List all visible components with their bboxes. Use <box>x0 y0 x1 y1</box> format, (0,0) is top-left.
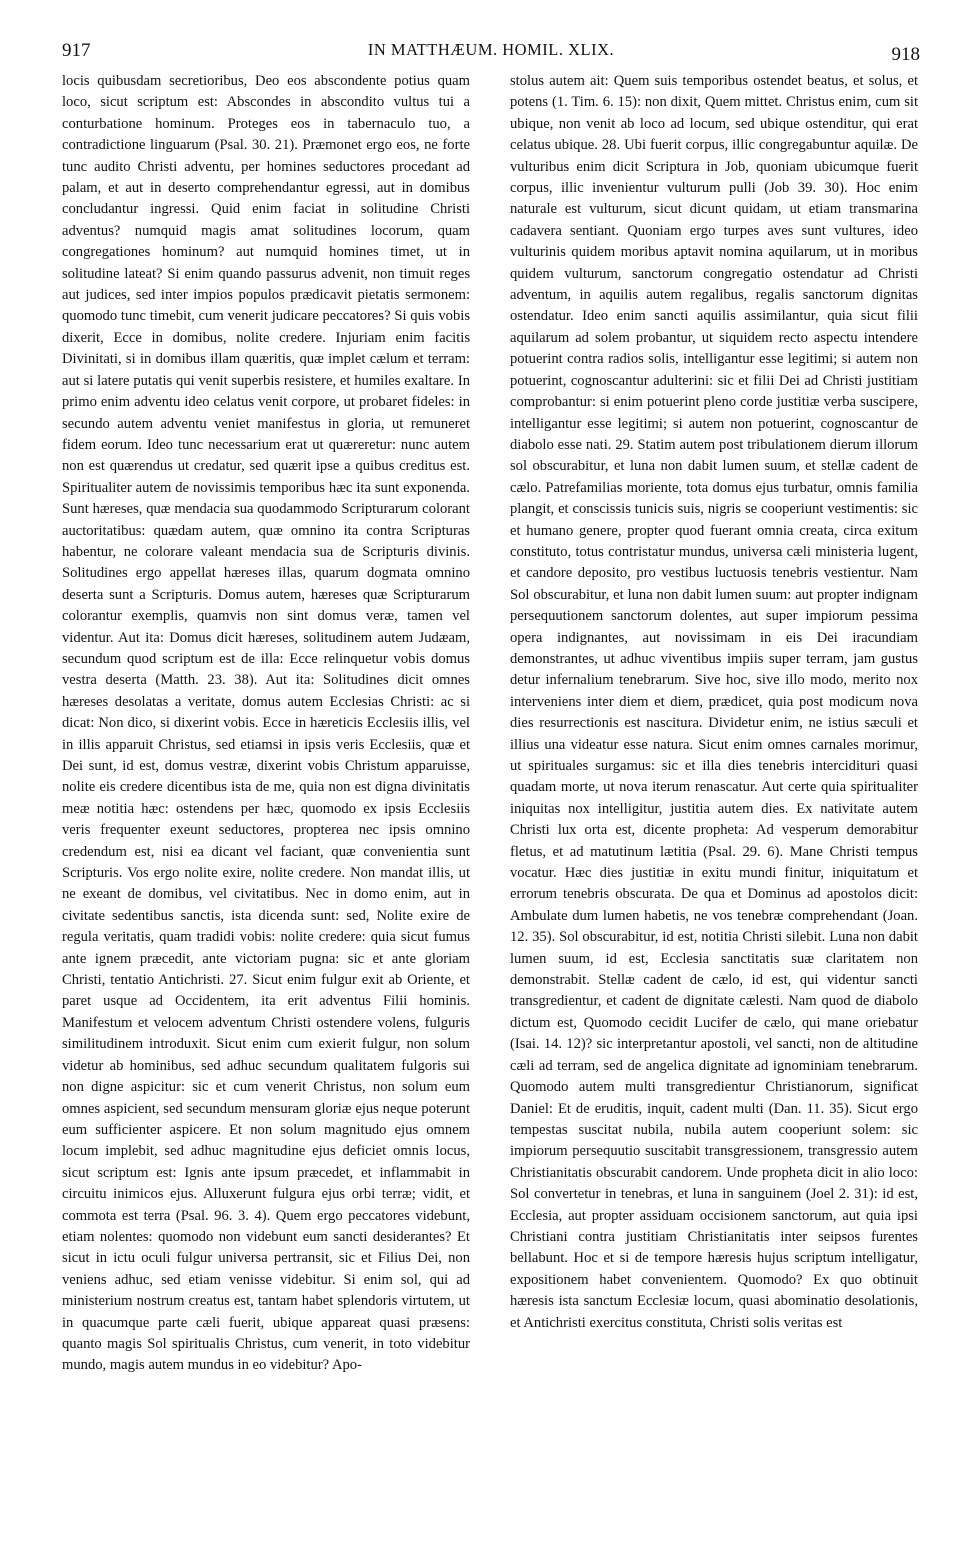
right-column <box>510 71 918 1511</box>
left-page-number: 917 <box>62 40 91 61</box>
left-column-text: locis quibusdam secretioribus, Deo eos abscondente potius quam loco, sicut scriptum est: Abscondes in abscondito vultus tui a conturbatione hominum. Proteges eos in tabernaculo tuo, a contradictione linguarum (Psal. 30. 21). Præmonet ergo eos, ne forte tunc audito Christi adventu, per homines seductores procedant ad palam, et aut in deserto comprehendantur egressi, aut in domibus concludantur ingressi. Quid enim faciat in solitudine Christi adventus? numquid magis amat solitudines locorum, quam congregationes hominum? aut numquid homines timet, ut in solitudine lateat? Si enim quando passurus advenit, non timuit reges aut judices, sed inter impios populos prædicavit pietatis sermonem: quomodo tunc timebit, cum venerit judicare peccatores? Si quis vobis dixerit, Ecce in domibus, nolite credere. Injuriam enim facitis Divinitati, si in domibus illam quæritis, quæ implet cælum et terram: aut si latere putatis qui venit superbis resistere, et humiles exaltare. In primo enim adventu ideo celatus venit corpore, ut probaret fideles: in secundo autem adventu veniet manifestus in gloria, ut remuneret fidem eorum. Ideo tunc necessarium erat ut quæreretur: nunc autem non est quærendus ut credatur, sed quærit ipse a quibus creditus est. Spiritualiter autem de novissimis temporibus hæc ita sunt exponenda. Sunt hæreses, quæ mendacia sua quodammodo Scripturarum colorant auctoritatibus: quædam autem, quæ omnino ita contra Scripturas habentur, ne colorare valeant mendacia sua de Scripturis divinis. Solitudines ergo appellat hæreses illas, quarum dogmata omnino deserta sunt a Scripturis. Domus autem, hæreses quæ Scripturarum colorantur exemplis, quamvis non sint domus veræ, tamen vel videntur. Aut ita: Domus dicit hæreses, solitudinem autem Judæam, secundum quod scriptum est de illa: Ecce relinquetur vobis domus vestra deserta (Matth. 23. 38). Aut ita: Solitudines dicit omnes hæreses desolatas a veritate, domus autem Ecclesias Christi: ac si dicat: Non dico, si dixerint vobis. Ecce in hæreticis Ecclesiis illis, vel in illis apparuit Christus, sed etiamsi in ipsis veris Ecclesiis, quæ et Dei sunt, id est, domus vestræ, dixerint vobis Christum apparuisse, nolite eis credere dicentibus ista de me, quia non est digna divinitatis meæ notitia hæc: ostendens per hæc, quomodo ex ipsis Ecclesiis veris frequenter exeunt seductores, propterea nec ipsis omnino credendum est, nisi ea dicant vel faciant, quæ convenientia sunt Scripturis. Vos ergo nolite exire, nolite credere. Non mandat illis, ut ne exeant de domibus, vel civitatibus. Nec in domo enim, aut in civitate sedentibus sanctis, ista dicenda sunt: sed, Nolite exire de regula veritatis, quam tradidi vobis: nolite credere: quia sicut fumus ante ignem præcedit, ante victoriam pugna: sic et ante gloriam Christi, tentatio Antichristi. 27. Sicut enim fulgur exit ab Oriente, et paret usque ad Occidentem, ita erit adventus Filii hominis. Manifestum et velocem adventum Christi ostendere volens, fulguris similitudinem introduxit. Sicut enim cum exierit fulgur, non solum videtur ab hominibus, sed adhuc secundum qualitatem fulgoris sui non digne aspicitur: sic et cum venerit Christus, non solum eum omnes aspicient, sed secundum mensuram gloriæ ejus neque poterunt eum sufficienter aspicere. Et non solum magnitudo ejus omnem locum implebit, sed adhuc magnitudine ejus deficiet omnis locus, sicut scriptum est: Ignis ante ipsum præcedet, et inflammabit in circuitu inimicos ejus. Alluxerunt fulgura ejus orbi terræ; vidit, et commota est terra (Psal. 96. 3. 4). Quem ergo peccatores videbunt, etiam nolentes: quomodo non videbunt eum sancti desiderantes? Et sicut in ictu oculi fulgur universa pertransit, sic et Filius Dei, non veniens adhuc, sed etiam venisse videbitur. Si enim sol, qui ad ministerium nostrum creatus est, tantam habet splendoris virtutem, ut in quacumque parte cæli fuerit, ubique appareat quasi præsens: quanto magis Sol spiritualis Christus, cum venerit, in toto videbitur mundo, magis autem mundus in eo videbitur? Apo- <box>62 73 470 1374</box>
page-header <box>62 40 920 66</box>
right-page-number: 918 <box>891 44 920 65</box>
left-column <box>62 71 470 1511</box>
running-title: IN MATTHÆUM. HOMIL. XLIX. <box>367 40 615 59</box>
right-column-text: stolus autem ait: Quem suis temporibus ostendet beatus, et solus, et potens (1. Tim. 6. 15): non dixit, Quem mittet. Christus enim, cum sit ubique, non venit ab loco ad locum, sed ubique ostenditur, qui erat celatus ubique. 28. Ubi fuerit corpus, illic congregabuntur aquilæ. De vulturibus enim dicit Scriptura in Job, quoniam ubicumque fuerit corpus, illic invenientur vulturum pulli (Job 39. 30). Hoc enim naturale est vulturum, sicut dicunt quidam, ut etiam transmarina cadavera sentiant. Quoniam ergo turpes aves sunt vultures, ideo vulturinis quidem moribus aptavit nomina aquilarum, ut in moribus quidem vulturum, sanctorum congregatio ostendatur ad Christi adventum, in aquilis autem regalibus, regalis sanctorum dignitas ostendatur. Ideo enim sancti aquilis assimilantur, quia sicut filii aquilarum ad solem probantur, ut siquidem recto aspectu intendere potuerint contra radios solis, intelligantur esse legitimi; si autem non potuerint, cognoscantur adulterini: sic et filii Dei ad Christi justitiam comprobantur: si enim potuerint pleno corde justitiæ verba suscipere, intelligantur esse legitimi; si autem non potuerint, cognoscantur de diabolo esse nati. 29. Statim autem post tribulationem dierum illorum sol obscurabitur, et luna non dabit lumen suum, et stellæ cadent de cælo. Patrefamilias moriente, tota domus ejus turbatur, omnis familia plangit, et conscissis tunicis suis, nigris se cooperiunt vestimentis: sic et humano genere, propter quod fuerant omnia creata, circa exitum constituto, totus contristatur mundus, universa cæli ministeria lugent, et candore deposito, pro vestibus luctuosis tenebris vestientur. Nam Sol obscurabitur, et luna non dabit lumen suum: aut propter indignam persequutionem sanctorum dolentes, aut super impiorum pessima opera indignantes, aut novissimam in eis Dei iracundiam demonstrantes, ut adhuc viventibus impiis super terram, jam gustus detur infernalium tenebrarum. Sive hoc, sive illo modo, merito nox interveniens inter diem et diem, prædicet, quia post modicum nova dies resurrectionis est nascitura. Dividetur enim, ne istius sæculi et illius una videatur esse natura. Sicut enim omnes carnales morimur, ut spirituales surgamus: sic et illa dies tenebris intercidituri quasi quadam morte, ut nova iterum renascatur. Aut certe quia spiritualiter iniquitas nox intelligitur, justitia autem dies. Ex nativitate autem Christi lux orta est, dicente propheta: Ad vesperum demorabitur fletus, et ad matutinum lætitia (Psal. 29. 6). Mane Christi tempus vocatur. Hæc dies justitiæ in exitu mundi finitur, iniquitatum et errorum tenebris obscurata. De qua et Dominus ad apostolos dicit: Ambulate dum lumen habetis, ne vos tenebræ comprehendant (Joan. 12. 35). Sol obscurabitur, id est, notitia Christi silebit. Luna non dabit lumen suum, id est, Ecclesia sanctitatis suæ claritatem non demonstrabit. Stellæ cadent de cælo, id est, qui videntur sancti transgredientur, et cadent de dignitate cælesti. Nam quod de diabolo dictum est, Quomodo cecidit Lucifer de cælo, qui mane oriebatur (Isai. 14. 12)? sic interpretantur apostoli, vel sancti, non de altitudine cæli ad terram, sed de angelica dignitate ad ignominiam tenebrarum. Quomodo autem multi transgredientur Christianorum, significat Daniel: Et de eruditis, inquit, cadent multi (Dan. 11. 35). Sicut ergo tempestas suscitat nubila, nubila autem cooperiunt solem: sic impiorum persequutio suscitabit transgressionem, transgressio autem Christianitatis obscurabit candorem. Unde propheta dicit in alio loco: Sol convertetur in tenebras, et luna in sanguinem (Joel 2. 31): id est, Ecclesia, aut propter assiduam occisionem sanctorum, aut quia ipsi Christiani contra justitiam Christianitatis inter seipsos furentes bellabunt. Hoc et si de tempore hæresis hujus scriptum intelligatur, expositionem habet convenientem. Quomodo? Ex quo obtinuit hæresis ista sanctum Ecclesiæ locum, quasi abominatio desolationis, et Antichristi exercitus constituta, Christi solis veritas est <box>510 73 918 1331</box>
